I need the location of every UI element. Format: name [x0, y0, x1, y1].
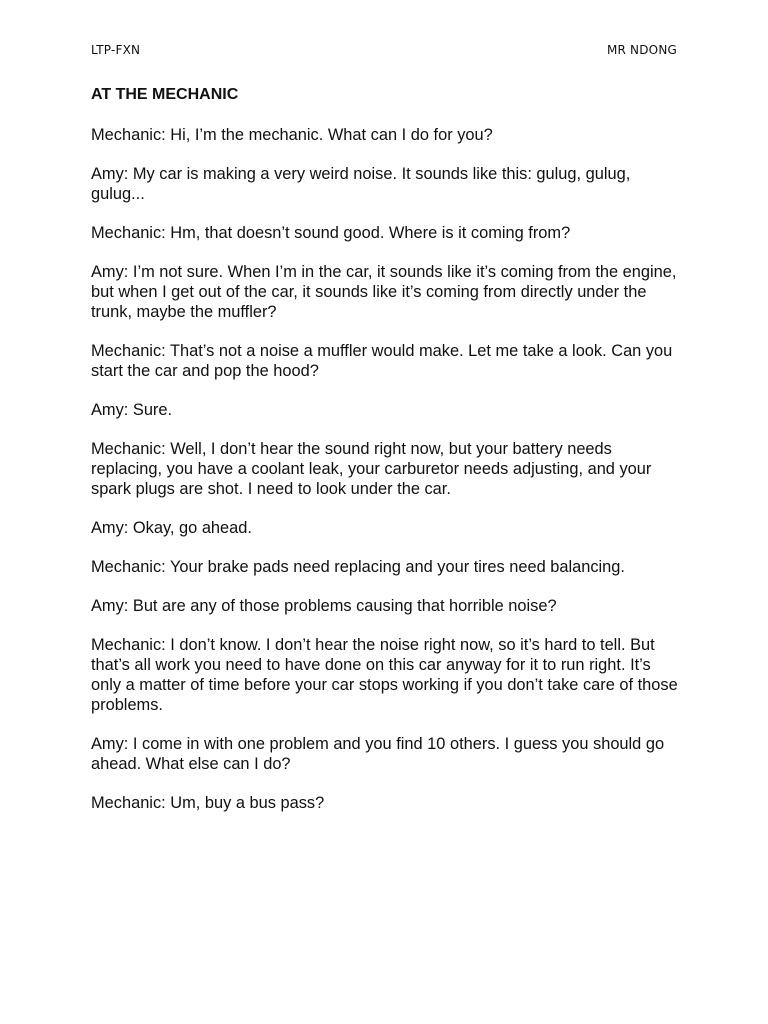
dialogue-line: Mechanic: That’s not a noise a muffler would make. Let me take a look. Can you start the car and pop the hood? [91, 342, 673, 380]
dialogue-line: Amy: Okay, go ahead. [91, 519, 252, 537]
dialogue-line: Mechanic: Hm, that doesn’t sound good. Where is it coming from? [91, 224, 571, 242]
dialogue-line: Mechanic: Um, buy a bus pass? [91, 794, 325, 812]
header-right-text: MR NDONG [606, 43, 677, 57]
dialogue-line: Amy: My car is making a very weird noise. It sounds like this: gulug, gulug, gulug... [91, 165, 631, 203]
dialogue-line: Amy: But are any of those problems causing that horrible noise? [91, 597, 557, 615]
dialogue-body [91, 125, 683, 832]
dialogue-line: Mechanic: I don’t know. I don’t hear the noise right now, so it’s hard to tell. But that’s all work you need to have done on this car anyway for it to run right. It’s only a matter of time before your car stops working if you don’t take care of those problems. [91, 636, 678, 714]
dialogue-line: Mechanic: Hi, I’m the mechanic. What can I do for you? [91, 126, 493, 144]
document-title: AT THE MECHANIC [91, 86, 239, 103]
dialogue-line: Mechanic: Well, I don’t hear the sound right now, but your battery needs replacing, you have a coolant leak, your carburetor needs adjusting, and your spark plugs are shot. I need to look under the car. [91, 440, 652, 498]
page-header [91, 43, 677, 57]
header-left-text: LTP-FXN [91, 43, 141, 57]
dialogue-line: Mechanic: Your brake pads need replacing and your tires need balancing. [91, 558, 625, 576]
dialogue-line: Amy: I’m not sure. When I’m in the car, it sounds like it’s coming from the engine, but when I get out of the car, it sounds like it’s coming from directly under the trunk, maybe the muffler? [91, 263, 677, 321]
dialogue-line: Amy: I come in with one problem and you find 10 others. I guess you should go ahead. What else can I do? [91, 735, 665, 773]
dialogue-line: Amy: Sure. [91, 401, 173, 419]
